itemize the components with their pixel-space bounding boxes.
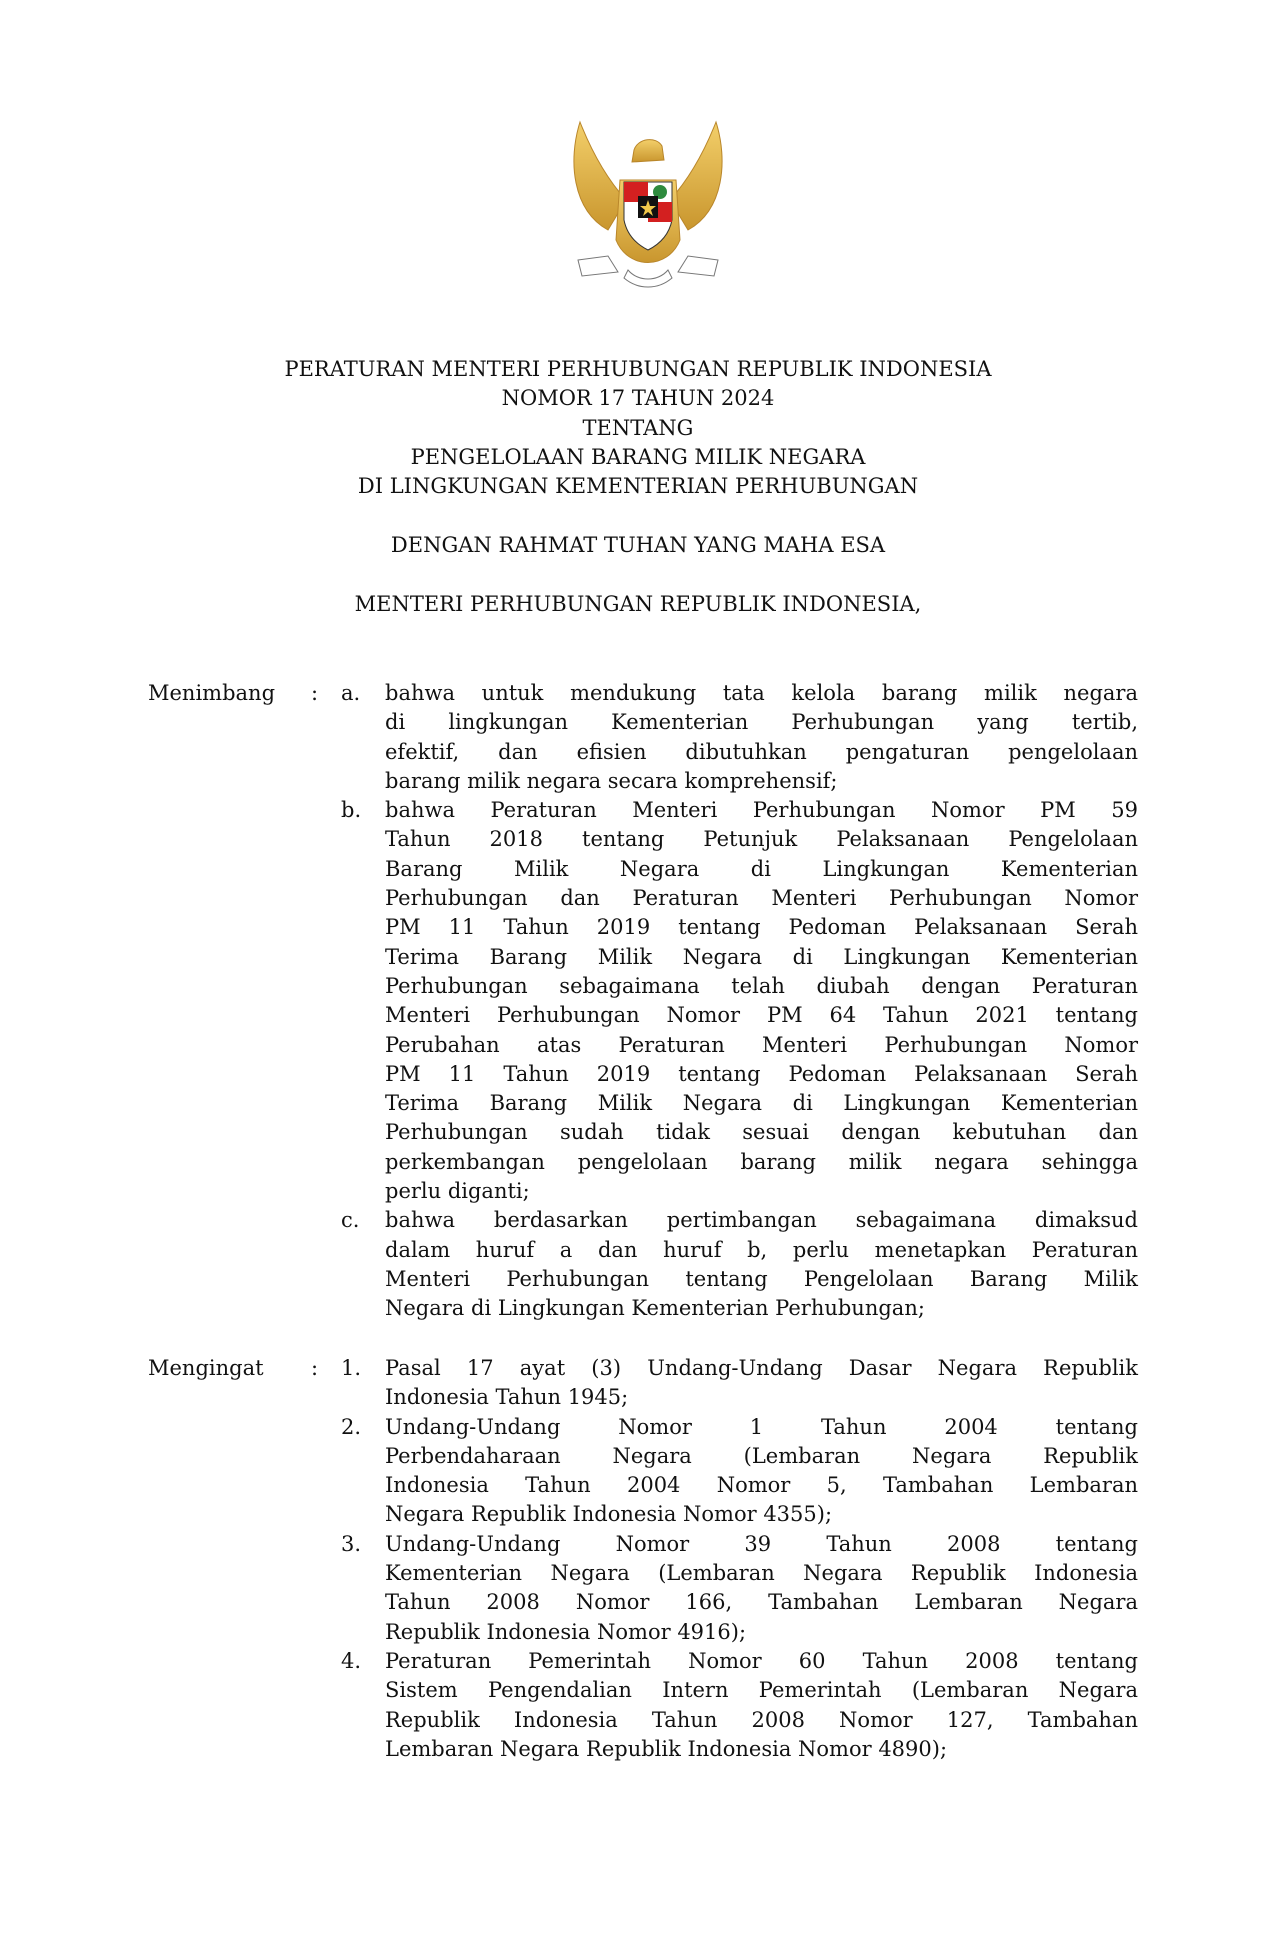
item-text-line: Perhubungan dan Peraturan Menteri Perhubungan Nomor: [385, 886, 1138, 911]
item-text-line: bahwa berdasarkan pertimbangan sebagaimana dimaksud: [385, 1208, 1138, 1233]
item-text-line: Indonesia Tahun 2004 Nomor 5, Tambahan Lembaran: [385, 1473, 1138, 1498]
section-label: Mengingat: [148, 1356, 264, 1380]
garuda-emblem-icon: [568, 120, 728, 292]
item-text-line: Perubahan atas Peraturan Menteri Perhubungan Nomor: [385, 1032, 1138, 1057]
item-marker: 2.: [341, 1414, 362, 1439]
item-text-line: Lembaran Negara Republik Indonesia Nomor 4890);: [385, 1736, 948, 1761]
item-text-line: Perhubungan sudah tidak sesuai dengan kebutuhan dan: [385, 1120, 1138, 1145]
item-text-line: PM 11 Tahun 2019 tentang Pedoman Pelaksanaan Serah: [385, 915, 1138, 940]
list-item: [148, 796, 1138, 1206]
item-text-line: Tahun 2018 tentang Petunjuk Pelaksanaan Pengelolaan: [385, 827, 1138, 852]
list-item: [148, 1647, 1138, 1764]
item-marker: 4.: [341, 1648, 362, 1673]
item-text-line: Indonesia Tahun 1945;: [385, 1385, 629, 1410]
section-colon: :: [311, 1356, 319, 1380]
item-marker: 1.: [341, 1356, 362, 1380]
item-text-line: Perbendaharaan Negara (Lembaran Negara Republik: [385, 1443, 1138, 1468]
item-text-line: Negara Republik Indonesia Nomor 4355);: [385, 1502, 833, 1527]
item-text-line: Terima Barang Milik Negara di Lingkungan Kementerian: [385, 944, 1138, 969]
item-text-line: Perhubungan sebagaimana telah diubah dengan Peraturan: [385, 973, 1138, 998]
title-line: NOMOR 17 TAHUN 2024: [501, 386, 775, 411]
list-item: [148, 1530, 1138, 1647]
item-marker: a.: [341, 681, 361, 705]
item-text-line: barang milik negara secara komprehensif;: [385, 768, 838, 793]
item-text-line: Republik Indonesia Tahun 2008 Nomor 127, Tambahan: [385, 1707, 1138, 1732]
item-text-line: Terima Barang Milik Negara di Lingkungan Kementerian: [385, 1091, 1138, 1116]
item-marker: c.: [341, 1208, 360, 1233]
section-label: Menimbang: [148, 681, 276, 705]
item-marker: 3.: [341, 1531, 362, 1556]
item-text-line: Pasal 17 ayat (3) Undang-Undang Dasar Negara Republik: [385, 1356, 1138, 1380]
item-text-line: Republik Indonesia Nomor 4916);: [385, 1619, 747, 1644]
title-line: PERATURAN MENTERI PERHUBUNGAN REPUBLIK INDONESIA: [284, 357, 992, 381]
mengingat-section: [148, 1354, 1138, 1764]
item-text-line: Undang-Undang Nomor 1 Tahun 2004 tentang: [385, 1414, 1138, 1439]
item-text-line: dalam huruf a dan huruf b, perlu menetapkan Peraturan: [385, 1237, 1138, 1262]
item-marker: b.: [341, 798, 362, 823]
item-text-line: bahwa Peraturan Menteri Perhubungan Nomor PM 59: [385, 798, 1138, 823]
title-line: DI LINGKUNGAN KEMENTERIAN PERHUBUNGAN: [357, 474, 919, 499]
regulation-title: [0, 355, 1276, 501]
item-text-line: perlu diganti;: [385, 1179, 530, 1204]
item-text-line: Tahun 2008 Nomor 166, Tambahan Lembaran Negara: [385, 1590, 1138, 1615]
item-text-line: efektif, dan efisien dibutuhkan pengaturan pengelolaan: [385, 739, 1138, 764]
invocation: DENGAN RAHMAT TUHAN YANG MAHA ESA: [390, 533, 886, 557]
item-text-line: Barang Milik Negara di Lingkungan Kementerian: [385, 856, 1138, 881]
section-colon: :: [311, 681, 319, 705]
item-text-line: di lingkungan Kementerian Perhubungan yang tertib,: [385, 710, 1138, 735]
item-text-line: Peraturan Pemerintah Nomor 60 Tahun 2008 tentang: [385, 1648, 1138, 1673]
menimbang-section: [148, 679, 1138, 1324]
item-text-line: PM 11 Tahun 2019 tentang Pedoman Pelaksanaan Serah: [385, 1061, 1138, 1086]
item-text-line: Sistem Pengendalian Intern Pemerintah (Lembaran Negara: [385, 1678, 1138, 1703]
list-item: [148, 1206, 1138, 1323]
title-line: PENGELOLAAN BARANG MILIK NEGARA: [410, 444, 866, 469]
title-line: TENTANG: [582, 415, 694, 440]
item-text-line: Menteri Perhubungan Nomor PM 64 Tahun 2021 tentang: [385, 1003, 1138, 1028]
item-text-line: Undang-Undang Nomor 39 Tahun 2008 tentang: [385, 1531, 1138, 1556]
item-text-line: Menteri Perhubungan tentang Pengelolaan Barang Milik: [385, 1266, 1138, 1291]
issuer: MENTERI PERHUBUNGAN REPUBLIK INDONESIA,: [354, 592, 922, 616]
list-item: [148, 1354, 1138, 1413]
item-text-line: Negara di Lingkungan Kementerian Perhubungan;: [385, 1296, 925, 1321]
item-text-line: bahwa untuk mendukung tata kelola barang milik negara: [385, 681, 1138, 705]
item-text-line: perkembangan pengelolaan barang milik negara sehingga: [385, 1149, 1138, 1174]
list-item: [148, 1413, 1138, 1530]
item-text-line: Kementerian Negara (Lembaran Negara Republik Indonesia: [385, 1561, 1138, 1586]
list-item: [148, 679, 1138, 796]
